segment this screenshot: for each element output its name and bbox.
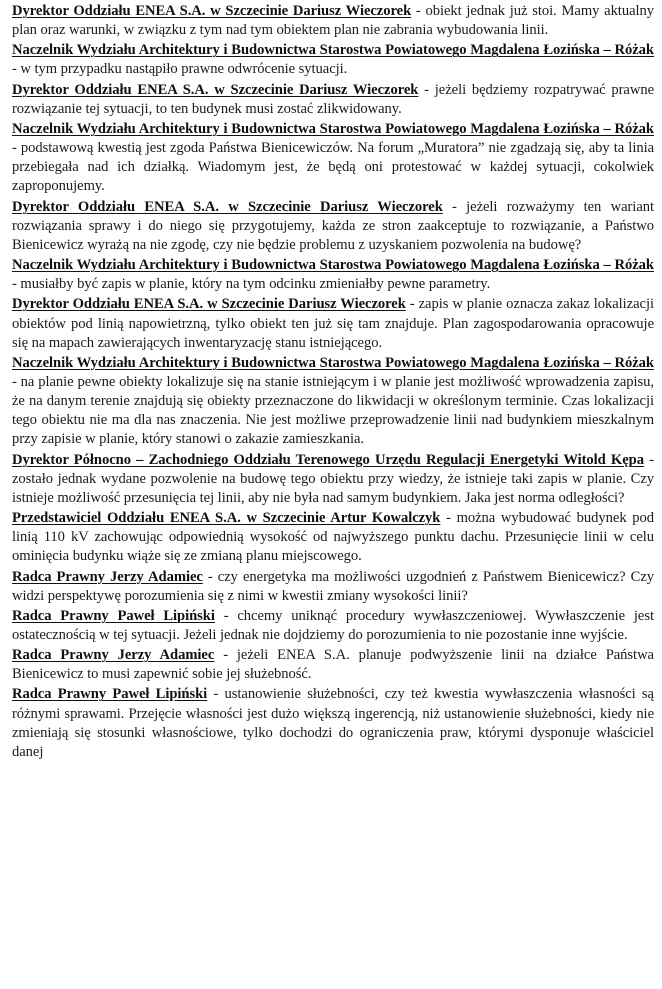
speaker-name: Dyrektor Oddziału ENEA S.A. w Szczecinie Dariusz Wieczorek bbox=[12, 81, 419, 98]
statement-text: - na planie pewne obiekty lokalizuje się na stanie istniejącym i w planie jest możliwość wprowadzenia zapisu, że na danym terenie znajdują się obiekty przeznaczone do likwidacji w określonym terminie. Czas lokalizacji tego obiektu nie ma dla nas znaczenia. Nie jest możliwe przeprowadzenie linii nad budynkiem mieszkalnym przy zapisie w planie, który stanowi o zakazie zamieszkania. bbox=[12, 373, 654, 448]
statement-text: - można wybudować budynek pod linią 110 kV zachowując odpowiednią wysokość od najwyższego punktu dachu. Przesunięcie linii w celu ominięcia budynku wiąże się ze zmianą planu miejscowego. bbox=[12, 510, 654, 565]
speaker-name: Dyrektor Oddziału ENEA S.A. w Szczecinie Dariusz Wieczorek bbox=[12, 198, 443, 215]
speaker-name: Dyrektor Północno – Zachodniego Oddziału Terenowego Urzędu Regulacji Energetyki Witold Kępa bbox=[12, 451, 644, 468]
transcript-entry bbox=[12, 568, 654, 606]
statement-text: - czy energetyka ma możliwości uzgodnień z Państwem Bienicewicz? Czy widzi perspektywę porozumienia się z nimi w kwestii zmiany wysokości linii? bbox=[12, 568, 655, 604]
statement-text: - zostało jednak wydane pozwolenie na budowę tego obiektu przy wiedzy, że istnieje taki zapis w planie. Czy istnieje możliwość przesunięcia tej linii, aby nie była nad samym budynkiem. Jaka jest norma odległości? bbox=[12, 451, 654, 506]
document-page bbox=[12, 2, 654, 763]
speaker-name: Naczelnik Wydziału Architektury i Budownictwa Starostwa Powiatowego Magdalena Łozińska – Różak bbox=[12, 354, 654, 371]
statement-text: - w tym przypadku nastąpiło prawne odwrócenie sytuacji. bbox=[12, 61, 348, 78]
transcript-entry bbox=[12, 354, 654, 450]
transcript-entry bbox=[12, 295, 654, 352]
statement-text: - ustanowienie służebności, czy też kwestia wywłaszczenia własności są różnymi sprawami. Przejęcie własności jest dużo większą ingerencją, niż ustanowienie służebności, kiedy nie zmieniają się stosunki własnościowe, tylko dochodzi do ograniczenia praw, którymi dysponuje właściciel danej bbox=[12, 686, 654, 760]
speaker-name: Radca Prawny Jerzy Adamiec bbox=[12, 647, 215, 664]
transcript-entry bbox=[12, 685, 654, 762]
statement-text: - podstawową kwestią jest zgoda Państwa Bienicewiczów. Na forum „Muratora” nie zgadzają się, aby ta linia przebiegała nad ich działką. Wiadomym jest, że będą oni protestować w każdej sytuacji, cokolwiek zaproponujemy. bbox=[12, 140, 654, 195]
transcript-entry bbox=[12, 509, 654, 566]
transcript-entry bbox=[12, 451, 654, 508]
transcript-entry bbox=[12, 198, 654, 255]
transcript-entry bbox=[12, 2, 654, 40]
speaker-name: Radca Prawny Jerzy Adamiec bbox=[12, 568, 203, 585]
transcript-entry bbox=[12, 120, 654, 197]
transcript-entry bbox=[12, 41, 654, 79]
speaker-name: Radca Prawny Paweł Lipiński bbox=[12, 686, 208, 703]
speaker-name: Radca Prawny Paweł Lipiński bbox=[12, 607, 215, 624]
transcript-entry bbox=[12, 256, 654, 294]
statement-text: - jeżeli rozważymy ten wariant rozwiązania sprawy i do niego się przygotujemy, każda ze stron zaakceptuje to rozwiązanie, a Państwo Bienicewicz wyrażą na nie zgodę, czy nie będzie problemu z uzyskaniem pozwolenia na budowę? bbox=[12, 198, 654, 253]
speaker-name: Przedstawiciel Oddziału ENEA S.A. w Szczecinie Artur Kowalczyk bbox=[12, 510, 441, 527]
statement-text: - musiałby być zapis w planie, który na tym odcinku zmieniałby pewne parametry. bbox=[12, 276, 491, 293]
transcript-entry bbox=[12, 646, 654, 684]
speaker-name: Dyrektor Oddziału ENEA S.A. w Szczecinie Dariusz Wieczorek bbox=[12, 3, 412, 19]
statement-text: - chcemy uniknąć procedury wywłaszczeniowej. Wywłaszczenie jest ostatecznością w tej sytuacji. Jeżeli jednak nie dojdziemy do porozumienia to nie pozostanie inne wyjście. bbox=[12, 607, 654, 643]
statement-text: - jeżeli ENEA S.A. planuje podwyższenie linii na działce Państwa Bienicewicz to musi zapewnić sobie jej służebność. bbox=[12, 647, 654, 683]
statement-text: - jeżeli będziemy rozpatrywać prawne rozwiązanie tej sytuacji, to ten budynek musi zostać zlikwidowany. bbox=[12, 81, 655, 117]
speaker-name: Naczelnik Wydziału Architektury i Budownictwa Starostwa Powiatowego Magdalena Łozińska – Różak bbox=[12, 42, 654, 59]
statement-text: - zapis w planie oznacza zakaz lokalizacji obiektów pod linią napowietrzną, tylko obiekt ten już się tam znajduje. Plan zagospodarowania opracowuje się na mapach zawierających inwentaryzację stanu istniejącego. bbox=[12, 296, 654, 351]
speaker-name: Naczelnik Wydziału Architektury i Budownictwa Starostwa Powiatowego Magdalena Łozińska – Różak bbox=[12, 120, 654, 137]
speaker-name: Dyrektor Oddziału ENEA S.A. w Szczecinie Dariusz Wieczorek bbox=[12, 296, 406, 313]
transcript-entry bbox=[12, 81, 654, 119]
statement-text: - obiekt jednak już stoi. Mamy aktualny plan oraz warunki, w związku z tym nad tym obiektem plan nie zabrania wybudowania linii. bbox=[12, 3, 654, 39]
speaker-name: Naczelnik Wydziału Architektury i Budownictwa Starostwa Powiatowego Magdalena Łozińska – Różak bbox=[12, 257, 654, 274]
transcript-entry bbox=[12, 607, 654, 645]
